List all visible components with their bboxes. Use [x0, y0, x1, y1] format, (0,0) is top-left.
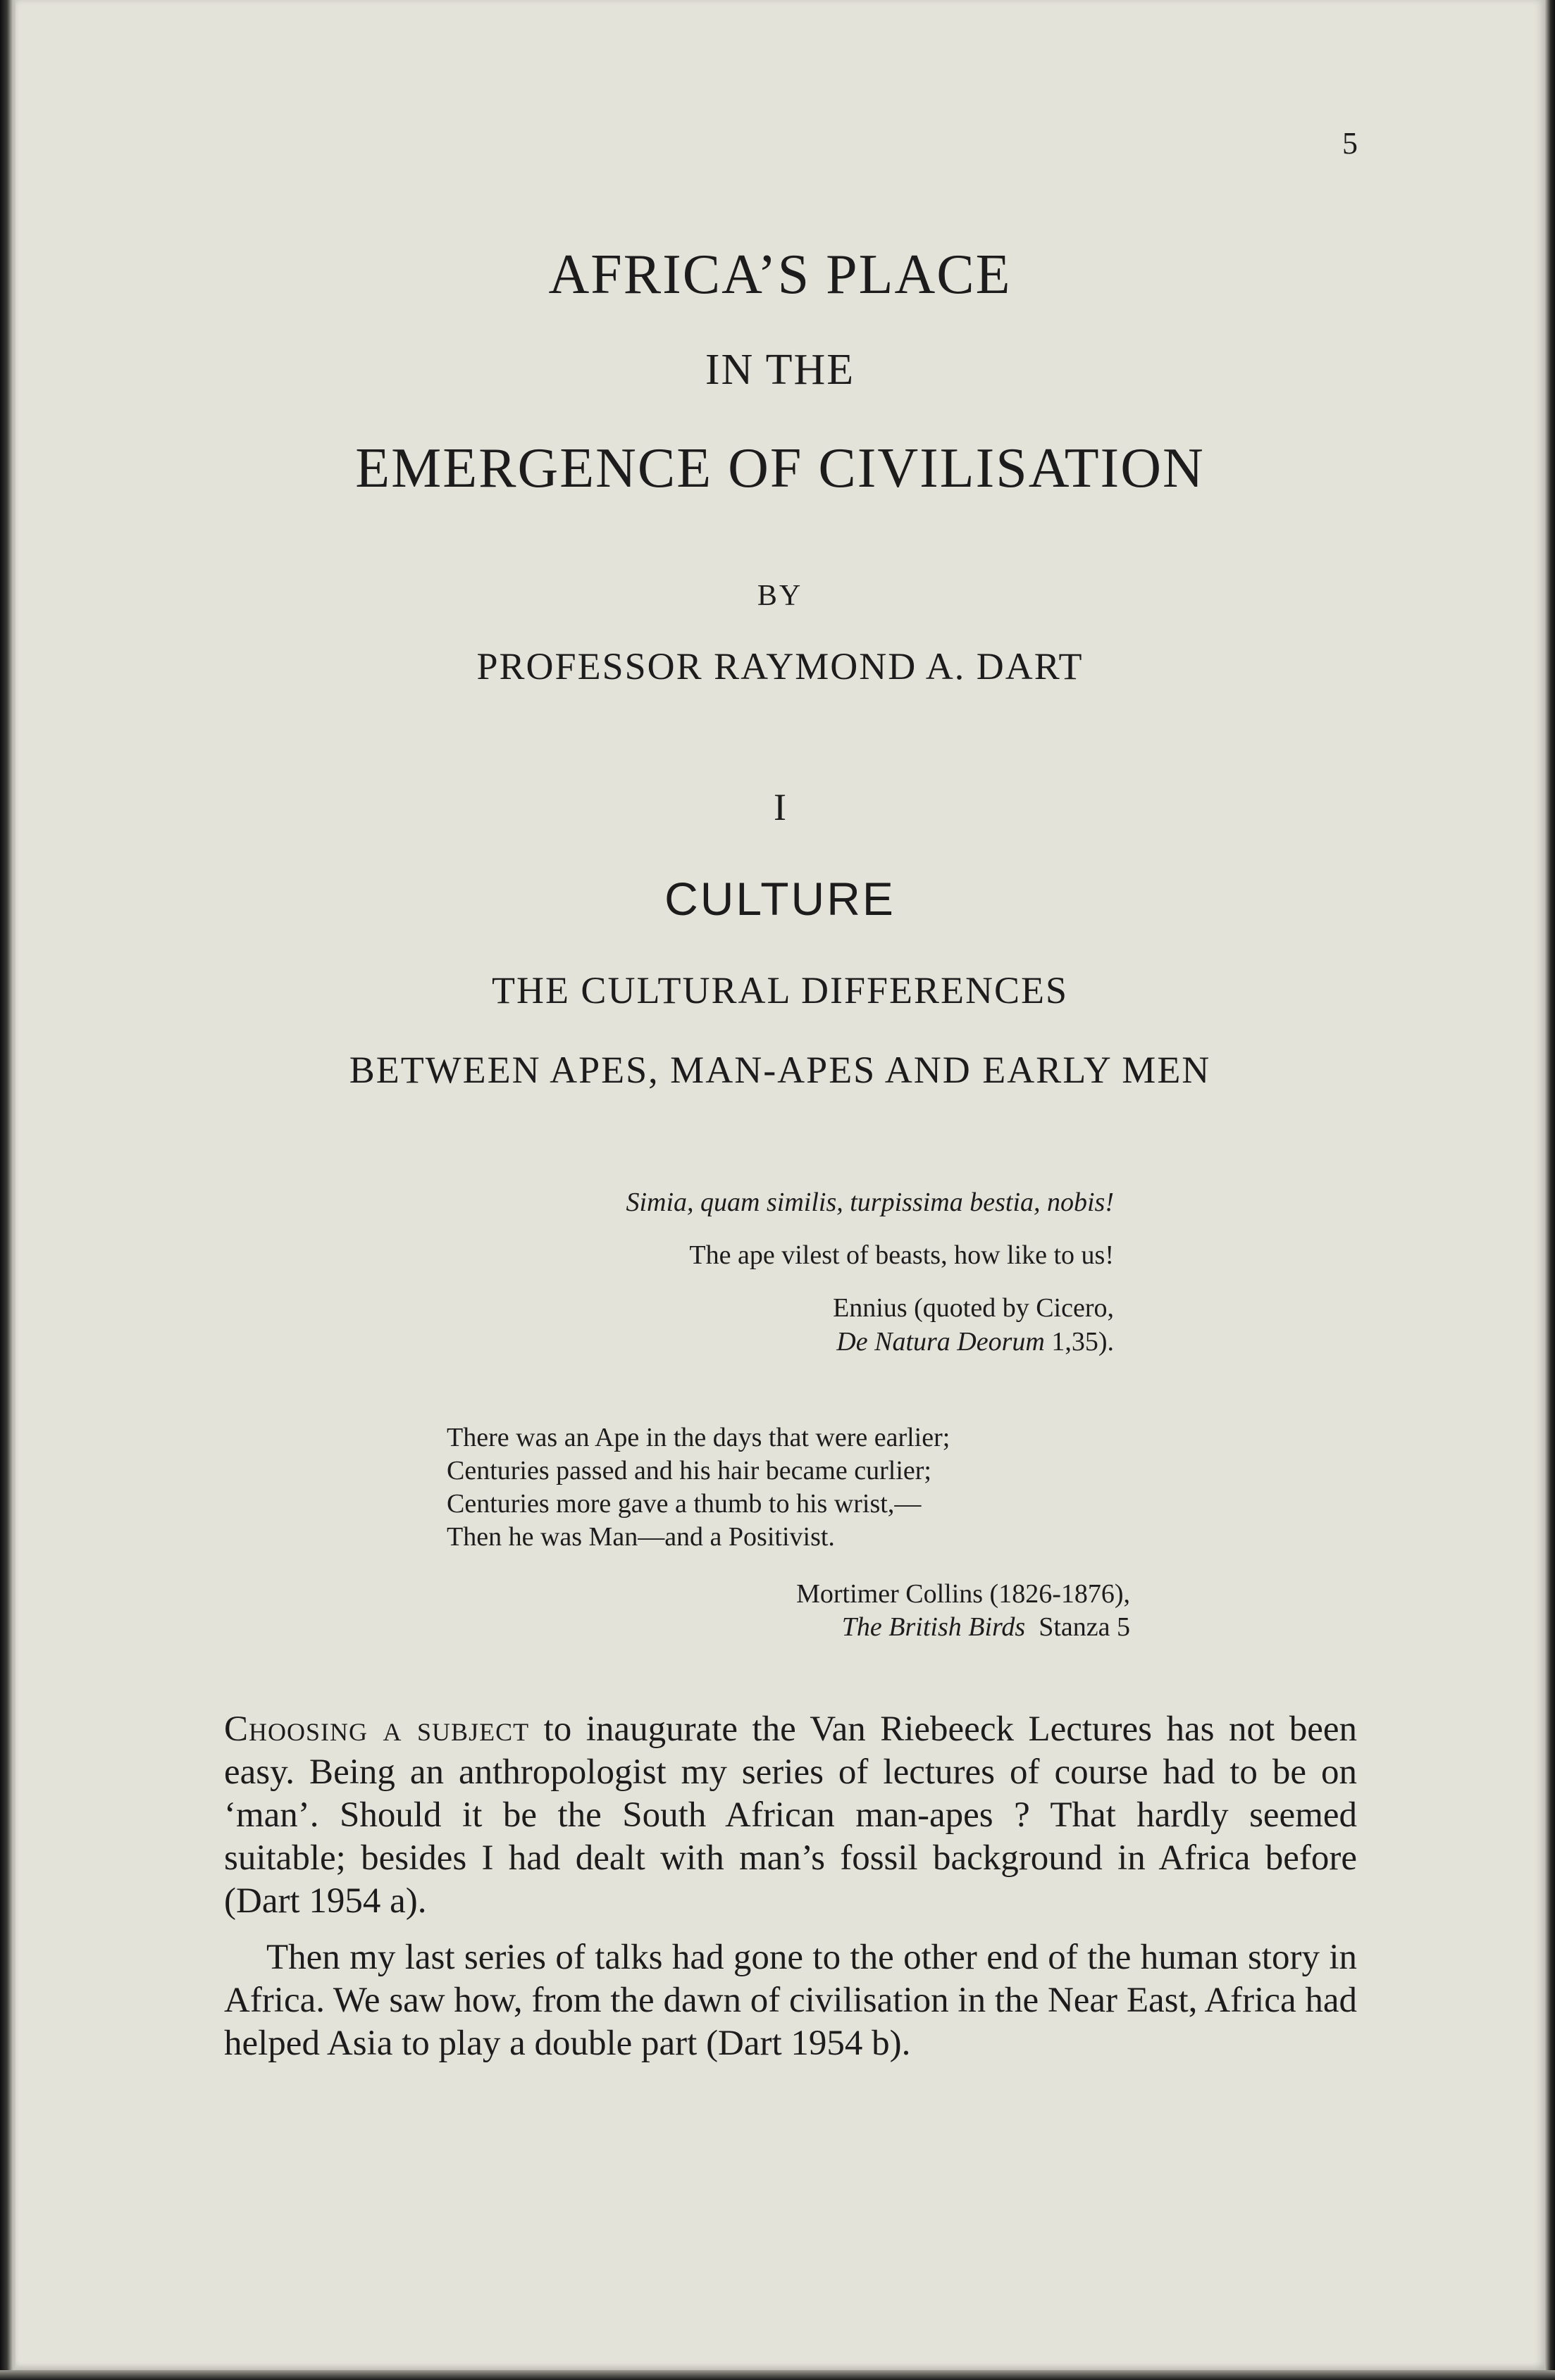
paragraph-text: to inaugurate the Van Riebeeck Lectures has not been easy. Being an anthropologist my series of lectures of course had to be on ‘man’. Should it be the South African man-apes ? That hardly seemed suitable; besides I had dealt with man’s fossil background in Africa before (Dart 1954 a). [224, 1709, 1357, 1921]
by-label: BY [757, 580, 803, 612]
poem-line: There was an Ape in the days that were earlier; [447, 1423, 950, 1452]
author-name: PROFESSOR RAYMOND A. DART [476, 645, 1084, 687]
part-title: CULTURE [664, 873, 896, 925]
part-subtitle-line-1: THE CULTURAL DIFFERENCES [491, 969, 1069, 1011]
epigraph-attribution [833, 1291, 1114, 1359]
title-line-2: IN THE [705, 346, 855, 394]
part-subtitle-line-2: BETWEEN APES, MAN-APES AND EARLY MEN [349, 1049, 1211, 1091]
poem-line: Centuries passed and his hair became curlier; [447, 1456, 931, 1485]
poem-line: Then he was Man—and a Positivist. [447, 1522, 835, 1552]
poem-stanza [447, 1421, 950, 1554]
epigraph-source-title: De Natura Deorum [836, 1327, 1045, 1357]
book-page [16, 0, 1544, 2370]
epigraph-attribution-source [833, 1325, 1114, 1359]
poem-attribution [796, 1578, 1130, 1644]
epigraph-latin-quote: Simia, quam similis, turpissima bestia, nobis! [626, 1188, 1114, 1217]
title-line-3: EMERGENCE OF CIVILISATION [355, 437, 1205, 499]
title-line-1: AFRICA’S PLACE [548, 244, 1012, 306]
page-number: 5 [1342, 126, 1358, 161]
poem-line: Centuries more gave a thumb to his wrist,— [447, 1489, 922, 1519]
part-number: I [774, 786, 786, 828]
page-bottom-edge [0, 2370, 1555, 2380]
paragraph-lead-in: Choosing a subject [224, 1709, 530, 1749]
epigraph-translation: The ape vilest of beasts, how like to us! [689, 1240, 1114, 1270]
poem-source-title: The British Birds [841, 1612, 1026, 1642]
body-paragraph-2: Then my last series of talks had gone to the other end of the human story in Africa. We saw how, from the dawn of civilisation in the Near East, Africa had helped Asia to play a double part (Dart 1954 b). [224, 1938, 1357, 2063]
poem-attribution-source [796, 1611, 1130, 1644]
poem-attribution-author: Mortimer Collins (1826-1876), [796, 1579, 1130, 1609]
poem-source-ref: Stanza 5 [1025, 1612, 1130, 1642]
epigraph-attribution-author: Ennius (quoted by Cicero, [833, 1293, 1114, 1323]
page-right-edge [1544, 0, 1555, 2380]
epigraph-source-ref: 1,35). [1044, 1327, 1114, 1357]
body-paragraph-1 [224, 1708, 1357, 1923]
